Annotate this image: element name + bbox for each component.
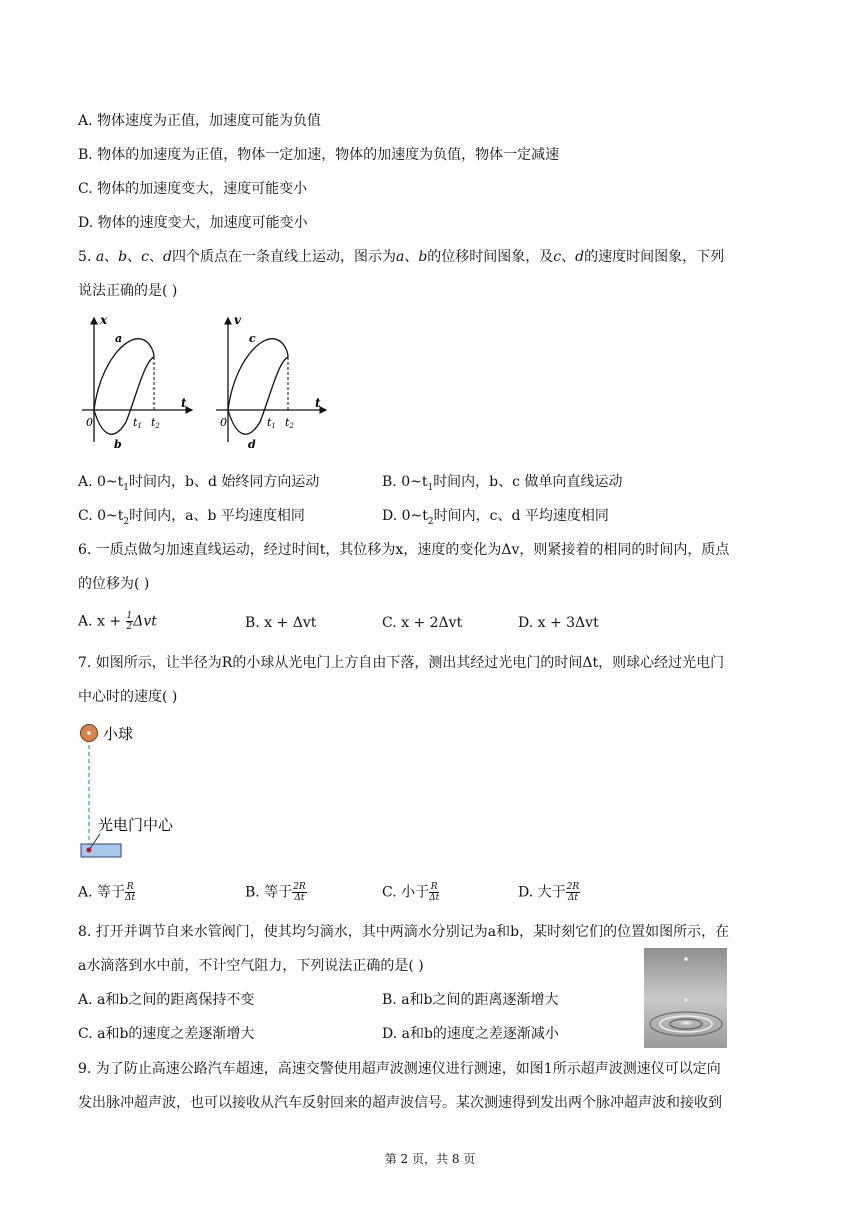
q7-stem-line2: 中心时的速度( ) (78, 689, 178, 705)
origin-label: 0 (220, 416, 227, 429)
t1-label: t1 (267, 416, 276, 430)
t2-label: t2 (285, 416, 294, 430)
q5-stem-line1: 5. a、b、c、d四个质点在一条直线上运动，图示为a、b的位移时间图象，及c、d的速度时间图象，下列 (78, 249, 725, 265)
curve-a (94, 339, 154, 410)
q7-option-b: B. 等于 $\frac{2R}{\Delta t}$ (245, 882, 306, 903)
t2-label: t2 (151, 416, 160, 430)
q8-water-drop-photo (644, 948, 727, 1048)
q6-option-d: D. x + 3Δvt (518, 615, 599, 631)
q7-option-a: A. 等于 $\frac{R}{\Delta t}$ (78, 882, 136, 903)
q7-figure (78, 720, 258, 862)
q8-option-d: D. a和b的速度之差逐渐减小 (382, 1026, 559, 1042)
q7-option-c: C. 小于 $\frac{R}{\Delta t}$ (382, 882, 440, 903)
x-axis-label: t (181, 396, 187, 410)
page-footer: 第 2 页，共 8 页 (384, 1152, 476, 1166)
q5-option-a: A. $0\sim t_1$时间内，b、d 始终同方向运动 (78, 474, 320, 493)
curve-a-label: a (115, 332, 123, 345)
q6-stem-line2: 的位移为( ) (78, 576, 150, 592)
q4-option-a: A. 物体速度为正值，加速度可能为负值 (78, 113, 322, 129)
q8-option-c: C. a和b的速度之差逐渐增大 (78, 1026, 255, 1042)
ball-center (87, 731, 91, 735)
photogate-center-dot (87, 848, 92, 853)
y-axis-label: v (234, 313, 241, 327)
t1-label: t1 (133, 416, 142, 430)
curve-d (228, 357, 288, 434)
curve-d-label: d (248, 438, 256, 451)
q5-option-d: D. $0\sim t_2$时间内，c、d 平均速度相同 (382, 508, 609, 527)
origin-label: 0 (86, 416, 93, 429)
q6-option-b: B. x + Δvt (245, 615, 317, 631)
q5-xt-graph (78, 312, 198, 452)
q5-option-b: B. $0\sim t_1$时间内，b、c 做单向直线运动 (382, 474, 623, 493)
q8-option-a: A. a和b之间的距离保持不变 (78, 992, 255, 1008)
curve-c-label: c (249, 332, 256, 345)
q8-stem-line1: 8. 打开并调节自来水管阀门，使其均匀滴水，其中两滴水分别记为a和b，某时刻它们的位置如图所示，在 (78, 924, 730, 940)
q8-option-b: B. a和b之间的距离逐渐增大 (382, 992, 559, 1008)
q6-option-a: A. x + $\frac{1}{2}$ Δvt (78, 611, 157, 632)
q9-stem-line2: 发出脉冲超声波，也可以接收从汽车反射回来的超声波信号。某次测速得到发出两个脉冲超声波和接收到 (78, 1095, 722, 1111)
q5-vt-graph (212, 312, 332, 452)
q9-stem-line1: 9. 为了防止高速公路汽车超速，高速交警使用超声波测速仪进行测速，如图1所示超声波测速仪可以定向 (78, 1061, 721, 1077)
q4-option-b: B. 物体的加速度为正值，物体一定加速，物体的加速度为负值，物体一定减速 (78, 147, 560, 163)
q4-option-c: C. 物体的加速度变大，速度可能变小 (78, 181, 308, 197)
q6-option-c: C. x + 2Δvt (382, 615, 463, 631)
curve-b-label: b (114, 438, 122, 451)
drop-b (685, 999, 688, 1002)
y-axis-label: x (100, 313, 108, 327)
photogate-label: 光电门中心 (98, 816, 174, 834)
q7-stem-line1: 7. 如图所示，让半径为R的小球从光电门上方自由下落，测出其经过光电门的时间Δt，则球心经过光电门 (78, 655, 725, 671)
q8-stem-line2: a水滴落到水中前，不计空气阻力，下列说法正确的是( ) (78, 958, 424, 974)
drop-a (684, 957, 688, 961)
q6-stem-line1: 6. 一质点做匀加速直线运动，经过时间t，其位移为x，速度的变化为Δv，则紧接着的相同的时间内，质点 (78, 542, 730, 558)
x-axis-label: t (315, 396, 321, 410)
q7-option-d: D. 大于 $\frac{2R}{\Delta t}$ (518, 882, 580, 903)
q5-option-c: C. $0\sim t_2$时间内，a、b 平均速度相同 (78, 508, 305, 527)
curve-c (228, 339, 288, 410)
q4-option-d: D. 物体的速度变大，加速度可能变小 (78, 215, 308, 231)
curve-b (94, 357, 154, 434)
ball-label: 小球 (103, 725, 134, 743)
q5-stem-line2: 说法正确的是( ) (78, 283, 178, 299)
